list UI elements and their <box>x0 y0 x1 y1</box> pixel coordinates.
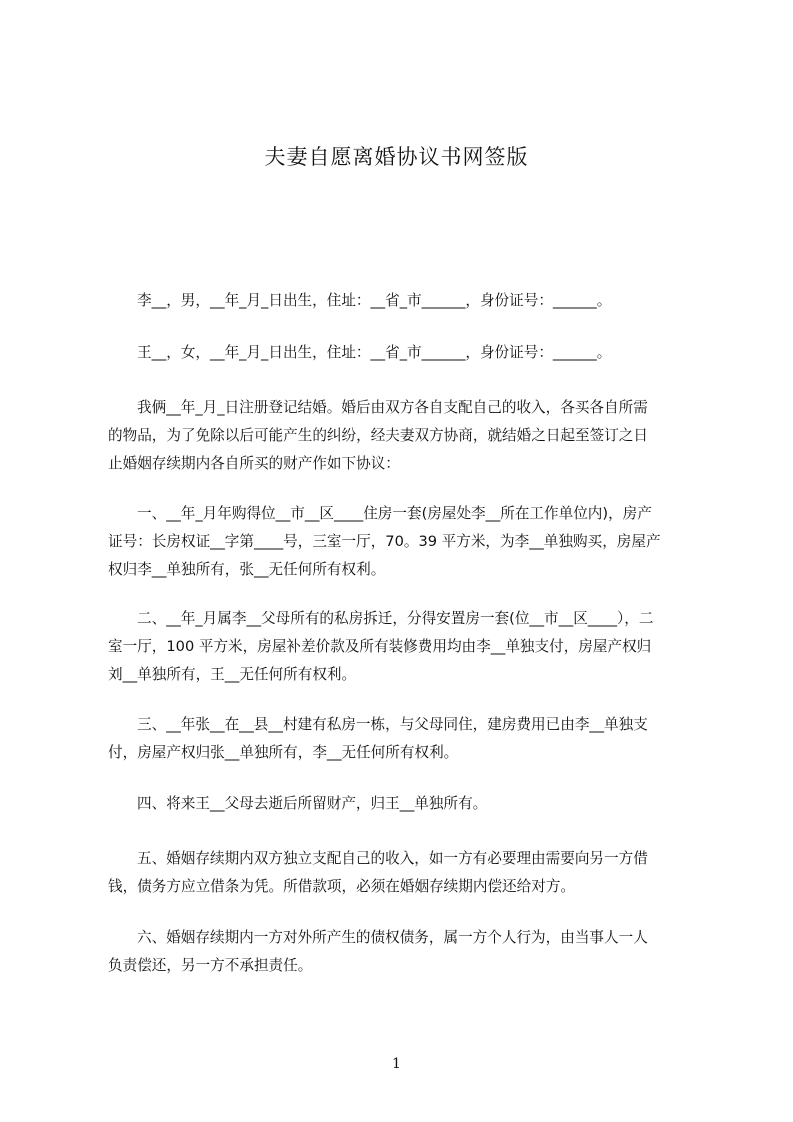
paragraph-clause-6 <box>108 924 708 980</box>
paragraph-line: 六、婚姻存续期内一方对外所产生的债权债务，属一方个人行为，由当事人一人 <box>137 929 648 946</box>
paragraph-line: 止婚姻存续期内各自所买的财产作如下协议： <box>108 455 400 472</box>
paragraph-wife-info <box>108 339 708 367</box>
paragraph-line: 一、__年_月年购得位__市__区____住房一套(房屋处李__所在工作单位内)，房产 <box>137 505 652 522</box>
page-number: 1 <box>392 1056 401 1072</box>
paragraph-line: 我俩__年_月_日注册登记结婚。婚后由双方各自支配自己的收入，各买各自所需 <box>137 399 648 416</box>
paragraph-line: 室一厅，100 平方米，房屋补差价款及所有装修费用均由李__单独支付，房屋产权归 <box>108 638 652 655</box>
paragraph-clause-2 <box>108 605 708 689</box>
paragraph-husband-info <box>108 287 708 315</box>
paragraph-line: 负责偿还，另一方不承担责任。 <box>108 957 313 974</box>
paragraph-line: 的物品，为了免除以后可能产生的纠纷，经夫妻双方协商，就结婚之日起至签订之日 <box>108 427 648 444</box>
paragraph-line: 三、__年张__在__县__村建有私房一栋，与父母同住，建房费用已由李__单独支 <box>137 716 648 733</box>
paragraph-line: 钱，债务方应立借条为凭。所借款项，必须在婚姻存续期内偿还给对方。 <box>108 878 576 895</box>
paragraph-line: 证号：长房权证__字第____号，三室一厅，70。39 平方米，为李__单独购买，房屋产 <box>108 533 661 550</box>
document-title: 夫妻自愿离婚协议书网签版 <box>264 145 529 169</box>
paragraph-clause-5 <box>108 845 708 901</box>
paragraph-line: 刘__单独所有，王__无任何所有权利。 <box>108 666 357 683</box>
paragraph-line: 四、将来王__父母去逝后所留财产，归王__单独所有。 <box>137 795 488 812</box>
paragraph-line: 李__，男，__年_月_日出生，住址：__省_市______，身份证号：______。 <box>137 292 612 309</box>
paragraph-line: 权归李__单独所有，张__无任何所有权利。 <box>108 561 386 578</box>
paragraph-preamble <box>108 394 708 478</box>
paragraph-line: 王__，女，__年_月_日出生，住址：__省_市______，身份证号：______。 <box>137 344 612 361</box>
paragraph-clause-4 <box>108 790 708 818</box>
paragraph-line: 付，房屋产权归张__单独所有，李__无任何所有权利。 <box>108 744 459 761</box>
paragraph-line: 五、婚姻存续期内双方独立支配自己的收入，如一方有必要理由需要向另一方借 <box>137 850 648 867</box>
paragraph-clause-3 <box>108 711 708 767</box>
paragraph-clause-1 <box>108 500 708 584</box>
paragraph-line: 二、__年_月属李__父母所有的私房拆迁，分得安置房一套(位__市__区____），二 <box>137 610 654 627</box>
